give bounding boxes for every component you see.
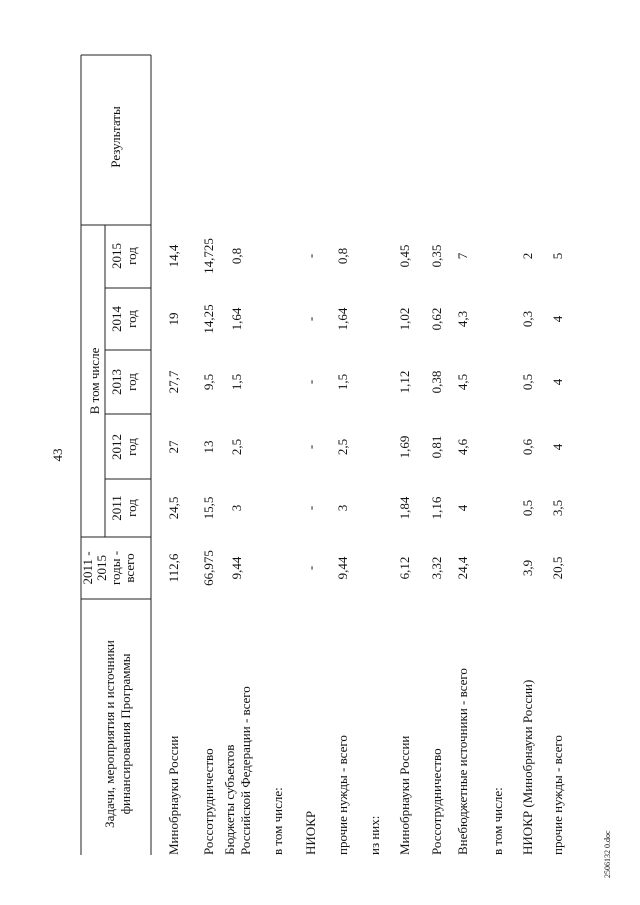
header-results: Результаты: [108, 106, 123, 168]
row-value: 9,5: [201, 373, 216, 391]
row-value: 14,4: [166, 244, 181, 268]
row-value: -: [303, 379, 318, 385]
row-value: 3,32: [429, 556, 444, 580]
row-value: 4,5: [455, 373, 470, 391]
header-total: [80, 551, 137, 585]
header-year: 2014: [109, 306, 124, 332]
row-label: Россотрудничество: [429, 748, 444, 855]
row-value: 27,7: [166, 370, 181, 394]
row-value: -: [303, 565, 318, 571]
row-label: Бюджеты субъектов: [222, 744, 237, 855]
row-value: 0,8: [229, 247, 244, 265]
row-value: 7: [455, 252, 470, 260]
table-row: [270, 787, 285, 855]
row-value: 3: [229, 504, 244, 512]
table-row: [397, 245, 412, 855]
row-value: 20,5: [550, 556, 565, 580]
row-value: 4: [550, 443, 565, 451]
row-value: 0,38: [429, 370, 444, 394]
table-row: [303, 254, 318, 855]
row-value: -: [303, 505, 318, 511]
row-value: 0,62: [429, 307, 444, 331]
header-group-label: В том числе: [87, 347, 102, 415]
row-value: 27: [166, 440, 181, 454]
header-year-unit: год: [124, 310, 139, 328]
row-value: 14,25: [201, 304, 216, 334]
row-value: 2,5: [335, 438, 350, 456]
row-label: Минобрнауки России: [166, 735, 181, 855]
row-value: 3,5: [550, 499, 565, 517]
row-value: 3,9: [520, 559, 535, 577]
row-value: 4: [550, 315, 565, 323]
row-value: 66,975: [201, 550, 216, 586]
row-label: из них:: [367, 815, 382, 855]
row-label: НИОКР: [303, 810, 318, 855]
row-value: -: [303, 253, 318, 259]
row-value: 1,84: [397, 496, 412, 520]
table-row: [550, 253, 565, 855]
row-value: 15,5: [201, 496, 216, 520]
table-row: [166, 244, 181, 855]
table-row: [222, 248, 253, 855]
row-label: в том числе:: [270, 787, 285, 855]
header-year: 2013: [109, 369, 124, 395]
row-label: прочие нужды - всего: [550, 735, 565, 855]
row-value: 4: [550, 378, 565, 386]
row-value: 0,6: [520, 438, 535, 456]
page-number: 43: [50, 448, 65, 462]
row-value: 1,64: [335, 307, 350, 331]
header-year: 2011: [109, 495, 124, 521]
row-value: 1,12: [397, 370, 412, 394]
table-body: [166, 238, 565, 855]
table-row: [201, 238, 216, 855]
row-value: 0,3: [520, 310, 535, 328]
footer-doc-code: 2506132 0.doc: [603, 830, 612, 878]
row-value: 112,6: [166, 553, 181, 583]
row-value: 24,4: [455, 556, 470, 580]
header-total-line: 2011 -: [80, 551, 95, 585]
header-year-unit: год: [124, 438, 139, 456]
row-label: прочие нужды - всего: [335, 735, 350, 855]
table-header: [80, 106, 139, 828]
header-year: 2012: [109, 434, 124, 460]
table-row: [520, 253, 535, 855]
row-value: 0,8: [335, 247, 350, 265]
row-value: 6,12: [397, 556, 412, 580]
row-value: 3: [335, 504, 350, 512]
row-value: 1,64: [229, 307, 244, 331]
header-year: 2015: [109, 243, 124, 269]
row-value: 24,5: [166, 496, 181, 520]
row-value: 0,5: [520, 499, 535, 517]
table-row: [455, 252, 470, 855]
header-year-unit: год: [124, 373, 139, 391]
header-tasks-line2: финансирования Программы: [118, 653, 133, 815]
row-value: 1,69: [397, 435, 412, 459]
header-tasks-line1: Задачи, мероприятия и источники: [102, 640, 117, 828]
row-label: НИОКР (Минобрнауки России): [520, 679, 535, 855]
row-value: 0,5: [520, 373, 535, 391]
row-value: 4: [455, 504, 470, 512]
row-value: -: [303, 316, 318, 322]
row-value: 14,725: [201, 238, 216, 274]
header-total-line: годы -: [108, 550, 123, 586]
row-value: 5: [550, 252, 565, 260]
row-label: Российской Федерации - всего: [238, 686, 253, 855]
row-value: 2: [520, 252, 535, 260]
row-value: 0,35: [429, 244, 444, 268]
row-value: 1,16: [429, 496, 444, 520]
row-value: 9,44: [229, 556, 244, 580]
table-row: [367, 816, 382, 855]
row-value: 1,5: [335, 373, 350, 391]
table-row: [335, 248, 350, 855]
row-label: в том числе:: [490, 787, 505, 855]
row-value: 19: [166, 312, 181, 326]
header-total-line: 2015: [94, 555, 109, 581]
row-value: 4,6: [455, 438, 470, 456]
row-label: Минобрнауки России: [397, 735, 412, 855]
row-value: 0,81: [429, 435, 444, 459]
table-row: [429, 245, 444, 855]
row-value: 0,45: [397, 244, 412, 268]
row-value: 13: [201, 440, 216, 454]
row-label: Внебюджетные источники - всего: [455, 668, 470, 855]
row-value: 4,3: [455, 310, 470, 328]
row-value: 2,5: [229, 438, 244, 456]
header-total-line: всего: [122, 553, 137, 583]
row-value: 9,44: [335, 556, 350, 580]
table-row: [490, 787, 505, 855]
row-value: 1,5: [229, 373, 244, 391]
header-year-unit: год: [124, 247, 139, 265]
row-label: Россотрудничество: [201, 748, 216, 855]
row-value: -: [303, 444, 318, 450]
row-value: 1,02: [397, 307, 412, 331]
header-year-unit: год: [124, 499, 139, 517]
